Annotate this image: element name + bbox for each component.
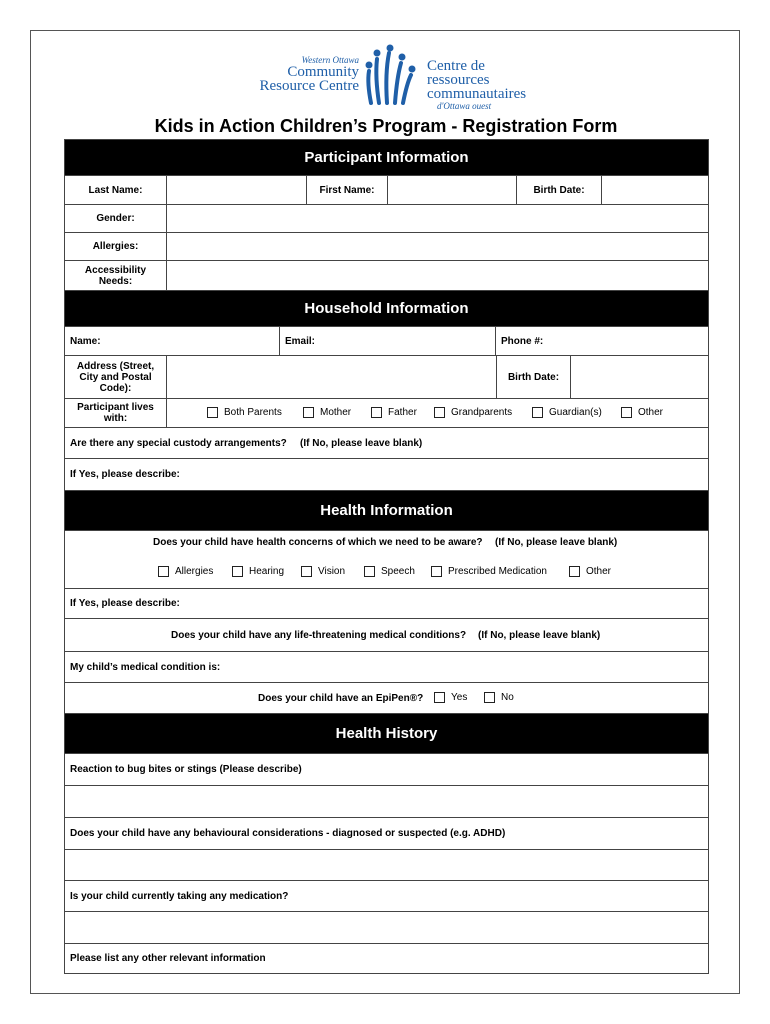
option-label: Other bbox=[586, 566, 612, 577]
custody-note: (If No, please leave blank) bbox=[300, 437, 423, 449]
checkbox-epipen-no[interactable] bbox=[484, 692, 495, 703]
lives-with-both-parents[interactable] bbox=[207, 407, 282, 418]
section-header-participant: Participant Information bbox=[64, 139, 709, 176]
checkbox-father[interactable] bbox=[371, 407, 382, 418]
organization-logo bbox=[251, 43, 551, 113]
household-birth-date-label: Birth Date: bbox=[497, 356, 571, 398]
health-concerns-row bbox=[64, 531, 709, 589]
address-field[interactable] bbox=[167, 356, 497, 398]
option-label: Other bbox=[638, 407, 664, 418]
option-label: Speech bbox=[381, 566, 415, 577]
other-info-row bbox=[64, 944, 709, 974]
section-header-household: Household Information bbox=[64, 291, 709, 327]
life-threatening-question: Does your child have any life-threatening medical conditions? bbox=[171, 629, 467, 641]
first-name-field[interactable] bbox=[388, 176, 517, 204]
checkbox-other[interactable] bbox=[621, 407, 632, 418]
custody-row bbox=[64, 428, 709, 459]
participant-name-row bbox=[64, 176, 709, 205]
last-name-field[interactable] bbox=[167, 176, 307, 204]
logo-en-line1: Western Ottawa bbox=[301, 55, 359, 65]
option-label: Vision bbox=[318, 566, 346, 577]
medication-row bbox=[64, 881, 709, 912]
behaviour-row bbox=[64, 818, 709, 850]
concern-speech[interactable] bbox=[364, 566, 415, 577]
logo-en-line3: Resource Centre bbox=[259, 78, 359, 94]
life-threatening-row bbox=[64, 619, 709, 652]
participant-birth-date-field[interactable] bbox=[602, 176, 708, 204]
option-label: Prescribed Medication bbox=[448, 566, 547, 577]
checkbox-prescribed-medication[interactable] bbox=[431, 566, 442, 577]
logo-french-text bbox=[427, 59, 551, 111]
medical-condition-row[interactable] bbox=[64, 652, 709, 683]
custody-describe-row[interactable] bbox=[64, 459, 709, 491]
form-title: Kids in Action Children’s Program - Registration Form bbox=[154, 116, 618, 136]
phone-label: Phone #: bbox=[501, 335, 544, 347]
accessibility-row bbox=[64, 261, 709, 291]
section-header-history: Health History bbox=[64, 714, 709, 754]
accessibility-field[interactable] bbox=[167, 261, 708, 290]
concern-vision[interactable] bbox=[301, 566, 345, 577]
address-label: Address (Street, City and Postal Code): bbox=[65, 356, 167, 398]
logo-fr-line1: Centre de ressources bbox=[427, 58, 490, 88]
allergies-row bbox=[64, 233, 709, 261]
lives-with-label: Participant lives with: bbox=[65, 399, 167, 427]
logo-english-text bbox=[251, 55, 359, 93]
medication-label: Is your child currently taking any medication? bbox=[70, 890, 289, 902]
concern-prescribed-medication[interactable] bbox=[431, 566, 547, 577]
checkbox-epipen-yes[interactable] bbox=[434, 692, 445, 703]
checkbox-speech[interactable] bbox=[364, 566, 375, 577]
form-page bbox=[30, 30, 740, 994]
custody-question: Are there any special custody arrangements? bbox=[70, 437, 287, 449]
lives-with-row bbox=[64, 399, 709, 428]
option-label: Both Parents bbox=[224, 407, 282, 418]
checkbox-hearing[interactable] bbox=[232, 566, 243, 577]
option-label: Guardian(s) bbox=[549, 407, 602, 418]
health-concerns-note: (If No, please leave blank) bbox=[495, 537, 618, 548]
epipen-yes[interactable] bbox=[434, 692, 467, 703]
epipen-question: Does your child have an EpiPen®? bbox=[258, 692, 424, 704]
email-label: Email: bbox=[280, 327, 496, 355]
option-label: Father bbox=[388, 407, 417, 418]
last-name-label: Last Name: bbox=[65, 176, 167, 204]
concern-other[interactable] bbox=[569, 566, 611, 577]
lives-with-guardians[interactable] bbox=[532, 407, 602, 418]
address-row bbox=[64, 356, 709, 399]
household-name-label: Name: bbox=[65, 327, 280, 355]
gender-row bbox=[64, 205, 709, 233]
lives-with-other[interactable] bbox=[621, 407, 663, 418]
medical-condition-label: My child’s medical condition is: bbox=[70, 661, 221, 673]
health-concerns-question: Does your child have health concerns of which we need to be aware? bbox=[153, 537, 483, 548]
concern-hearing[interactable] bbox=[232, 566, 284, 577]
household-birth-date-field[interactable] bbox=[571, 356, 708, 398]
bug-bites-label: Reaction to bug bites or stings (Please describe) bbox=[70, 764, 302, 775]
bug-bites-row bbox=[64, 754, 709, 786]
option-label: Yes bbox=[451, 692, 468, 703]
checkbox-guardians[interactable] bbox=[532, 407, 543, 418]
health-describe-row[interactable] bbox=[64, 589, 709, 619]
option-label: Hearing bbox=[249, 566, 285, 577]
first-name-label: First Name: bbox=[307, 176, 388, 204]
behaviour-field[interactable] bbox=[64, 850, 709, 881]
option-label: Allergies bbox=[175, 566, 214, 577]
lives-with-grandparents[interactable] bbox=[434, 407, 512, 418]
custody-describe-label: If Yes, please describe: bbox=[70, 469, 180, 480]
lives-with-father[interactable] bbox=[371, 407, 417, 418]
section-header-health: Health Information bbox=[64, 491, 709, 531]
option-label: No bbox=[501, 692, 514, 703]
checkbox-both-parents[interactable] bbox=[207, 407, 218, 418]
epipen-no[interactable] bbox=[484, 692, 514, 703]
logo-fr-line3: d'Ottawa ouest bbox=[437, 101, 492, 111]
household-contact-row bbox=[64, 327, 709, 356]
allergies-label: Allergies: bbox=[65, 233, 167, 260]
checkbox-concern-other[interactable] bbox=[569, 566, 580, 577]
gender-label: Gender: bbox=[65, 205, 167, 232]
participant-birth-date-label: Birth Date: bbox=[517, 176, 602, 204]
concern-allergies[interactable] bbox=[158, 566, 213, 577]
logo-fr-line2: communautaires bbox=[427, 86, 527, 102]
other-info-label: Please list any other relevant information bbox=[70, 953, 266, 964]
health-describe-label: If Yes, please describe: bbox=[70, 598, 180, 609]
life-threatening-note: (If No, please leave blank) bbox=[478, 629, 601, 641]
lives-with-mother[interactable] bbox=[303, 407, 351, 418]
allergies-field[interactable] bbox=[167, 233, 708, 260]
gender-field[interactable] bbox=[167, 205, 708, 232]
checkbox-mother[interactable] bbox=[303, 407, 314, 418]
bug-bites-field[interactable] bbox=[64, 786, 709, 818]
checkbox-grandparents[interactable] bbox=[434, 407, 445, 418]
registration-form bbox=[64, 139, 709, 974]
accessibility-label: Accessibility Needs: bbox=[65, 261, 167, 290]
logo-figures-icon bbox=[361, 43, 421, 109]
behaviour-label: Does your child have any behavioural considerations - diagnosed or suspected (e.g. ADHD) bbox=[70, 828, 506, 839]
checkbox-vision[interactable] bbox=[301, 566, 312, 577]
option-label: Grandparents bbox=[451, 407, 513, 418]
medication-field[interactable] bbox=[64, 912, 709, 944]
logo-en-line2: Community bbox=[287, 64, 359, 80]
option-label: Mother bbox=[320, 407, 352, 418]
epipen-row bbox=[64, 683, 709, 714]
checkbox-allergies[interactable] bbox=[158, 566, 169, 577]
